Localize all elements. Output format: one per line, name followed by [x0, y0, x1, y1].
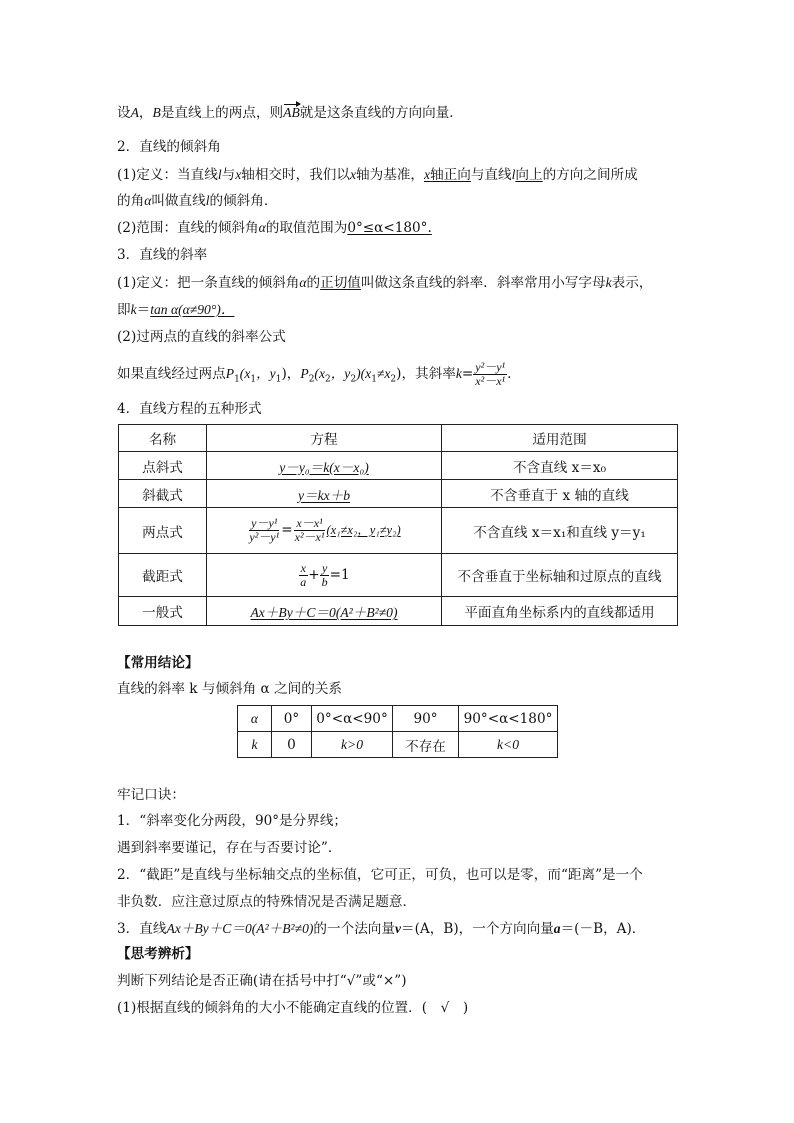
- condition: (x₁≠x₂，y₁≠y₂): [326, 523, 401, 537]
- table-cell: α: [238, 706, 272, 732]
- fraction-numerator: x: [300, 560, 306, 575]
- point-a: A: [130, 105, 139, 120]
- text: 叫做这条直线的斜率．斜率常用小写字母: [360, 275, 606, 291]
- form-name: 点斜式: [119, 452, 207, 480]
- text: (1)定义：把一条直线的倾斜角: [117, 275, 300, 291]
- fraction-denominator: x²－x¹: [475, 374, 506, 388]
- mnemonic-line: 非负数．应注意过原点的特殊情况是否满足题意．: [117, 894, 417, 910]
- subscript: 1: [250, 374, 257, 385]
- underlined-term: 正切值: [320, 275, 361, 291]
- subscript: 1: [234, 374, 240, 385]
- text: (x: [314, 366, 325, 381]
- form-scope: 平面直角坐标系内的直线都适用: [442, 597, 678, 626]
- mnemonic-line: [117, 920, 645, 938]
- table-cell: 0°: [272, 706, 312, 732]
- table-cell: 0°<α<90°: [312, 706, 393, 732]
- text: 就是这条直线的方向向量．: [299, 105, 463, 121]
- slope-fraction: [473, 361, 507, 388]
- text: 的取值范围为: [265, 220, 348, 236]
- form-scope: 不含垂直于坐标轴和过原点的直线: [442, 554, 678, 597]
- text: (x: [239, 366, 251, 381]
- sec3-def-line1: [117, 274, 652, 292]
- text: ，: [138, 105, 153, 121]
- form-name: 截距式: [119, 554, 207, 597]
- var-x: x: [350, 167, 357, 182]
- text: 的: [306, 275, 321, 291]
- underlined-term: 向上: [515, 167, 543, 183]
- table-cell: 90°: [393, 706, 459, 732]
- fraction-denominator: b: [321, 574, 328, 589]
- mnemonic-line: 1．“斜率变化分两段，90°是分界线；: [117, 813, 348, 829]
- text: 如果直线经过两点: [117, 366, 226, 382]
- table-row: [119, 554, 678, 597]
- text: (1)定义：当直线: [117, 167, 218, 183]
- vector-v: v: [394, 921, 402, 936]
- form-name: 斜截式: [119, 480, 207, 508]
- vector-a: a: [553, 921, 561, 936]
- text: )(x: [356, 366, 372, 381]
- sec2-def-line1: [117, 166, 638, 184]
- var-alpha: α: [299, 275, 307, 290]
- text: ，: [286, 366, 301, 382]
- sec3-def-line2: [117, 301, 234, 319]
- form-name: 两点式: [119, 508, 207, 554]
- table-cell: 不存在: [393, 732, 459, 758]
- header-cell: 方程: [207, 425, 442, 452]
- sec3-formula-title: (2)过两点的直线的斜率公式: [117, 329, 286, 345]
- fraction-numerator: y²－y¹: [475, 360, 506, 374]
- equation: y－y₀＝k(x－x₀): [279, 459, 369, 475]
- intro-line: [117, 104, 463, 122]
- table-cell: k: [238, 732, 272, 758]
- table-row: [119, 480, 678, 508]
- form-equation: [207, 480, 442, 508]
- common-conclusions-title: 【常用结论】: [117, 655, 199, 671]
- table-cell: 90°<α<180°: [459, 706, 558, 732]
- text: 的倾斜角．: [209, 193, 278, 209]
- subscript: 2: [308, 374, 315, 385]
- var-l: l: [205, 193, 210, 208]
- point-p1: P: [225, 366, 235, 381]
- think-title: 【思考辨析】: [117, 946, 199, 962]
- common-conclusions-desc: 直线的斜率 k 与倾斜角 α 之间的关系: [117, 681, 343, 697]
- fraction-numerator: x－x¹: [296, 516, 323, 530]
- table-row: [119, 452, 678, 480]
- fraction: [293, 517, 327, 544]
- text: .: [507, 366, 512, 382]
- point-p2: P: [300, 366, 309, 381]
- text: 表示，: [611, 275, 653, 291]
- text: 的方向之间所成: [542, 167, 638, 183]
- fraction: [320, 562, 330, 589]
- subscript: 2: [390, 374, 397, 385]
- table-cell: 0: [272, 732, 312, 758]
- section-4-title: 4．直线方程的五种形式: [117, 401, 262, 417]
- form-scope: 不含直线 x＝x₀: [442, 452, 678, 480]
- line-equation-forms-table: [118, 424, 678, 626]
- fraction-numerator: y－y¹: [251, 516, 278, 530]
- section-2-title: 2．直线的倾斜角: [117, 139, 221, 155]
- text: (α≠90°)．: [178, 302, 235, 317]
- fraction-denominator: a: [300, 574, 307, 589]
- form-equation: [207, 452, 442, 480]
- text: =: [281, 522, 293, 538]
- slope-angle-table: [237, 705, 558, 758]
- subscript: 1: [275, 374, 282, 385]
- text: ＝(－B，A)．: [560, 921, 646, 937]
- fraction-denominator: x²－x¹: [294, 530, 325, 544]
- underlined-term: tan α: [150, 302, 179, 317]
- mnemonic-line: 2．“截距”是直线与坐标轴交点的坐标值，它可正，可负，也可以是零，而“距离”是一个: [117, 867, 643, 883]
- header-cell: 适用范围: [442, 425, 678, 452]
- equation: Ax＋By＋C＝0(A²＋B²≠0): [250, 605, 398, 620]
- var-alpha: α: [258, 220, 266, 235]
- subscript: 1: [371, 374, 377, 385]
- think-instruction: 判断下列结论是否正确(请在括号中打“√”或“×”): [117, 973, 407, 989]
- table-row: [119, 508, 678, 554]
- form-name: 一般式: [119, 597, 207, 626]
- var-k: k: [130, 302, 137, 317]
- text: 是直线上的两点，则: [160, 105, 284, 121]
- table-row: [238, 706, 558, 732]
- text: ＝: [136, 302, 151, 318]
- form-scope: 不含直线 x＝x₁和直线 y＝y₁: [442, 508, 678, 554]
- var-k: k: [455, 366, 462, 381]
- text: )，其斜率: [396, 366, 456, 382]
- text: 3．直线: [117, 921, 167, 937]
- text: 与: [221, 167, 236, 183]
- equation: Ax＋By＋C＝0(A²＋B²≠0): [166, 921, 314, 936]
- table-row: [238, 732, 558, 758]
- text: (2)范围：直线的倾斜角: [117, 220, 259, 236]
- var-alpha: α: [144, 193, 152, 208]
- var-l: l: [217, 167, 222, 182]
- text: ，y: [330, 366, 351, 381]
- var-l: l: [511, 167, 516, 182]
- header-cell: 名称: [119, 425, 207, 452]
- underlined-term: 轴正向: [430, 167, 471, 183]
- slope-formula-line: [117, 356, 511, 392]
- text: 的一个法向量: [313, 921, 395, 937]
- text: 叫做直线: [151, 193, 206, 209]
- think-item-1: (1)根据直线的倾斜角的大小不能确定直线的位置．( √ ): [117, 1000, 469, 1016]
- text: =: [461, 366, 474, 382]
- subscript: 2: [324, 374, 331, 385]
- sec2-range: [117, 219, 432, 237]
- text: ≠x: [376, 366, 391, 381]
- text: ，y: [256, 366, 276, 381]
- text: ＝(A，B)，一个方向向量: [401, 921, 554, 937]
- table-row: [119, 597, 678, 626]
- table-header-row: [119, 425, 678, 452]
- text: 轴相交时，我们以: [241, 167, 350, 183]
- text: 的角: [117, 193, 145, 209]
- text: 轴为基准，: [356, 167, 425, 183]
- form-scope: 不含垂直于 x 轴的直线: [442, 480, 678, 508]
- range-value: 0°≤α<180°.: [347, 220, 432, 236]
- fraction-numerator: y: [322, 560, 328, 575]
- var-k: k: [605, 275, 612, 290]
- fraction-denominator: y²－y¹: [249, 530, 280, 544]
- section-3-title: 3．直线的斜率: [117, 247, 208, 263]
- var-x: x: [424, 167, 431, 182]
- fraction: [298, 562, 308, 589]
- mnemonic-title: 牢记口诀：: [117, 787, 185, 803]
- fraction: [247, 517, 281, 544]
- subscript: 2: [350, 374, 357, 385]
- form-equation: [207, 597, 442, 626]
- vector-ab: AB: [283, 105, 300, 120]
- text: +: [308, 566, 320, 583]
- table-cell: k<0: [459, 732, 558, 758]
- text: 设: [117, 105, 131, 121]
- var-x: x: [235, 167, 242, 182]
- text: 与直线: [470, 167, 512, 183]
- text: =1: [329, 566, 350, 583]
- equation: y＝kx＋b: [297, 487, 351, 503]
- form-equation: [207, 554, 442, 597]
- mnemonic-line: 遇到斜率要谨记，存在与否要讨论”．: [117, 840, 342, 856]
- text: 即: [117, 302, 131, 318]
- text: ): [281, 366, 287, 382]
- point-b: B: [152, 105, 161, 120]
- form-equation: [207, 508, 442, 554]
- table-cell: k>0: [312, 732, 393, 758]
- sec2-def-line2: [117, 192, 277, 210]
